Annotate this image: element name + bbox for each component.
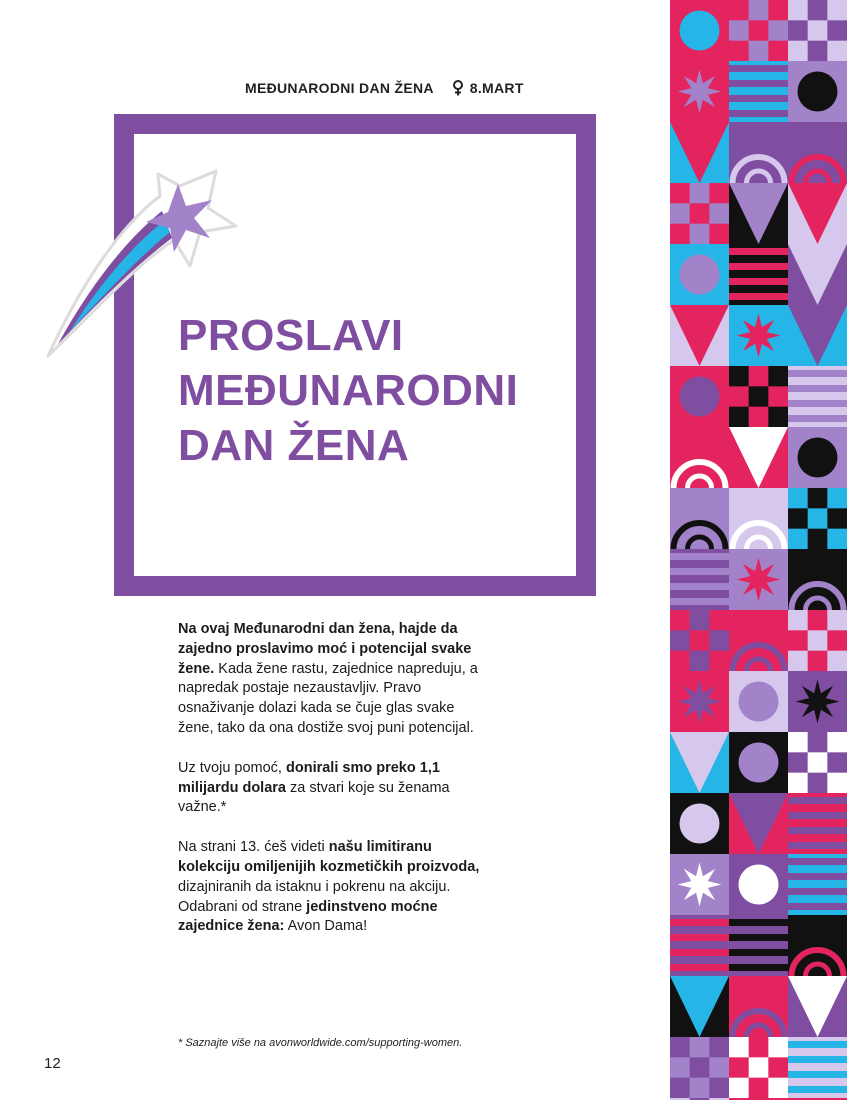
pattern-tile: [729, 61, 788, 122]
pattern-tile: [788, 427, 847, 488]
pattern-tile: [729, 854, 788, 915]
pattern-tile: [670, 915, 729, 976]
pattern-tile: [788, 976, 847, 1037]
pattern-tile: [670, 183, 729, 244]
pattern-tile: [788, 183, 847, 244]
pattern-tile: [729, 549, 788, 610]
pattern-tile: [788, 0, 847, 61]
headline-line-2: MEĐUNARODNI: [178, 366, 519, 415]
pattern-tile: [729, 1037, 788, 1098]
header-date: 8.MART: [469, 80, 524, 96]
paragraph-3-bold-b: jedinstveno moćne zajednice žena:: [178, 898, 438, 935]
pattern-tile: [670, 610, 729, 671]
paragraph-3-bold-a: našu limitiranu kolekciju omiljenijih kozmetičkih proizvoda,: [178, 839, 480, 875]
header-date-group: [452, 80, 524, 96]
page-header: [245, 80, 524, 96]
pattern-tile: [670, 1037, 729, 1098]
pattern-tile: [670, 122, 729, 183]
paragraph-3-text-b: dizajniranih da istaknu i pokrenu na akciju. Odabrani od strane: [178, 878, 451, 915]
paragraph-2-text-b: za stvari koje su ženama važne.*: [178, 779, 450, 816]
pattern-tile: [670, 305, 729, 366]
headline: [178, 308, 518, 473]
pattern-tile: [670, 976, 729, 1037]
pattern-tile: [670, 61, 729, 122]
pattern-tile: [788, 793, 847, 854]
pattern-tile: [670, 366, 729, 427]
pattern-tile: [729, 0, 788, 61]
pattern-tile: [670, 244, 729, 305]
pattern-tile: [670, 0, 729, 61]
paragraph-1-text: Kada žene rastu, zajednice napreduju, a napredak postaje nezaustavljiv. Pravo osnaživanje dolazi kada se čuje glas svake žene, tako da ona dostiže svoj puni potencijal.: [178, 660, 478, 736]
pattern-tile: [788, 244, 847, 305]
pattern-tile: [788, 854, 847, 915]
pattern-tile: [729, 915, 788, 976]
pattern-tile: [788, 732, 847, 793]
headline-line-1: PROSLAVI: [178, 311, 404, 360]
pattern-tile: [729, 183, 788, 244]
paragraph-3: [178, 838, 488, 937]
decorative-pattern-strip: [670, 0, 847, 1100]
pattern-tile: [788, 488, 847, 549]
pattern-tile: [788, 366, 847, 427]
pattern-tile: [670, 732, 729, 793]
pattern-tile: [788, 61, 847, 122]
pattern-tile: [788, 671, 847, 732]
pattern-tile: [729, 732, 788, 793]
venus-icon: [452, 80, 464, 96]
paragraph-2-bold: donirali smo preko 1,1 milijardu dolara: [178, 759, 440, 796]
headline-line-3: DAN ŽENA: [178, 421, 410, 470]
pattern-tile: [729, 671, 788, 732]
pattern-tile: [670, 671, 729, 732]
paragraph-2-text-a: Uz tvoju pomoć,: [178, 759, 286, 776]
paragraph-3-text-c: Avon Dama!: [284, 918, 368, 935]
header-event: MEĐUNARODNI DAN ŽENA: [245, 80, 434, 96]
pattern-tile: [729, 305, 788, 366]
body-text: [178, 620, 488, 957]
pattern-tile: [670, 793, 729, 854]
pattern-tile: [729, 793, 788, 854]
paragraph-1-bold: Na ovaj Međunarodni dan žena, hajde da zajedno proslavimo moć i potencijal svake žene.: [178, 621, 472, 677]
paragraph-2: [178, 759, 488, 818]
pattern-tile: [729, 366, 788, 427]
pattern-tile: [788, 305, 847, 366]
paragraph-3-text-a: Na strani 13. ćeš videti: [178, 839, 329, 856]
paragraph-1: [178, 620, 488, 739]
page-number: 12: [44, 1055, 61, 1072]
pattern-tile: [788, 610, 847, 671]
pattern-tile: [729, 244, 788, 305]
pattern-tile: [670, 854, 729, 915]
footnote: * Saznajte više na avonworldwide.com/supporting-women.: [178, 1037, 463, 1049]
pattern-tile: [670, 549, 729, 610]
pattern-tile: [788, 1037, 847, 1098]
pattern-tile: [729, 427, 788, 488]
